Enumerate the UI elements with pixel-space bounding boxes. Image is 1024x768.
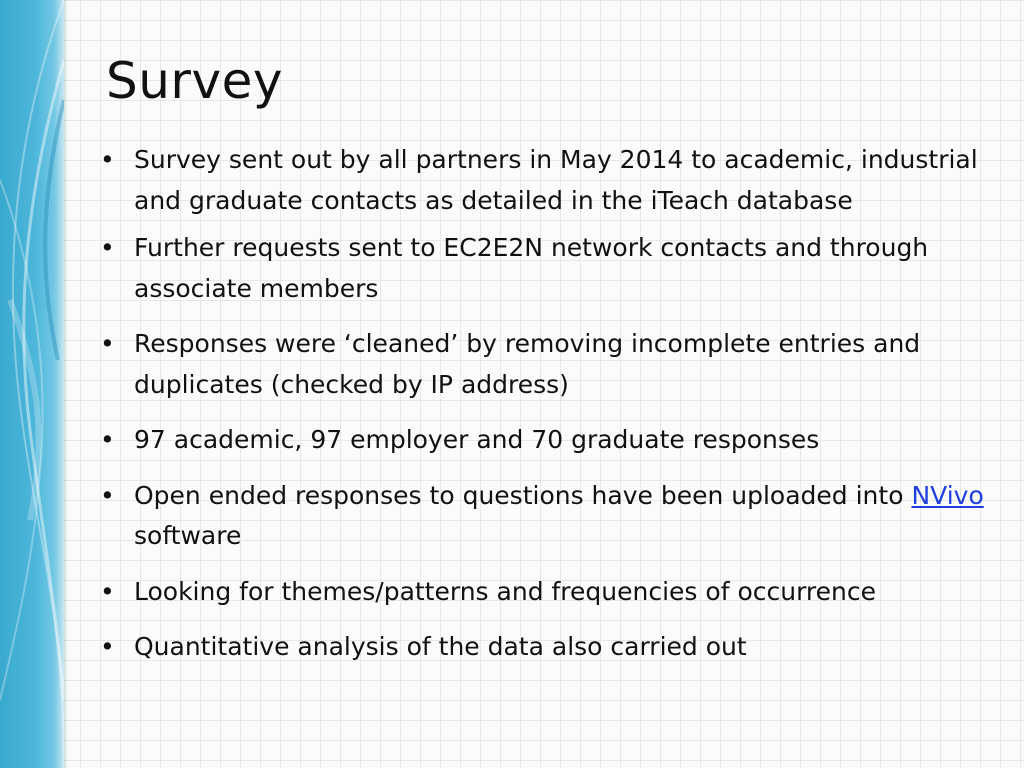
bullet-text: Quantitative analysis of the data also carried out [134,632,747,661]
bullet-dot-icon: • [100,632,115,661]
list-item [100,627,1000,668]
list-item [100,476,1000,557]
slide-title: Survey [106,52,283,110]
bullet-dot-icon: • [100,480,115,510]
bullet-dot-icon: • [100,145,115,174]
list-item [100,324,1000,405]
list-item [100,228,1000,309]
bullet-text: Responses were ‘cleaned’ by removing incomplete entries and duplicates (checked by IP address) [134,329,921,399]
list-item [100,140,1000,221]
bullet-text: Further requests sent to EC2E2N network contacts and through associate members [134,233,929,303]
decorative-swirl-graphic [0,0,64,768]
list-item [100,420,1000,461]
bullet-dot-icon: • [100,329,115,358]
nvivo-link[interactable]: NVivo [911,480,984,510]
bullet-text-before-link: Open ended responses to questions have been uploaded into [134,480,912,510]
bullet-list [100,140,1000,683]
bullet-text: Looking for themes/patterns and frequencies of occurrence [134,576,876,606]
decorative-side-band [0,0,64,768]
bullet-dot-icon: • [100,233,115,262]
side-band-shadow [64,0,68,768]
bullet-text: Survey sent out by all partners in May 2014 to academic, industrial and graduate contacts as detailed in the iTeach database [134,145,978,215]
list-item [100,572,1000,613]
bullet-dot-icon: • [100,425,115,454]
bullet-text-after-link: software [134,521,242,550]
bullet-dot-icon: • [100,576,115,606]
bullet-text: 97 academic, 97 employer and 70 graduate responses [134,425,820,454]
